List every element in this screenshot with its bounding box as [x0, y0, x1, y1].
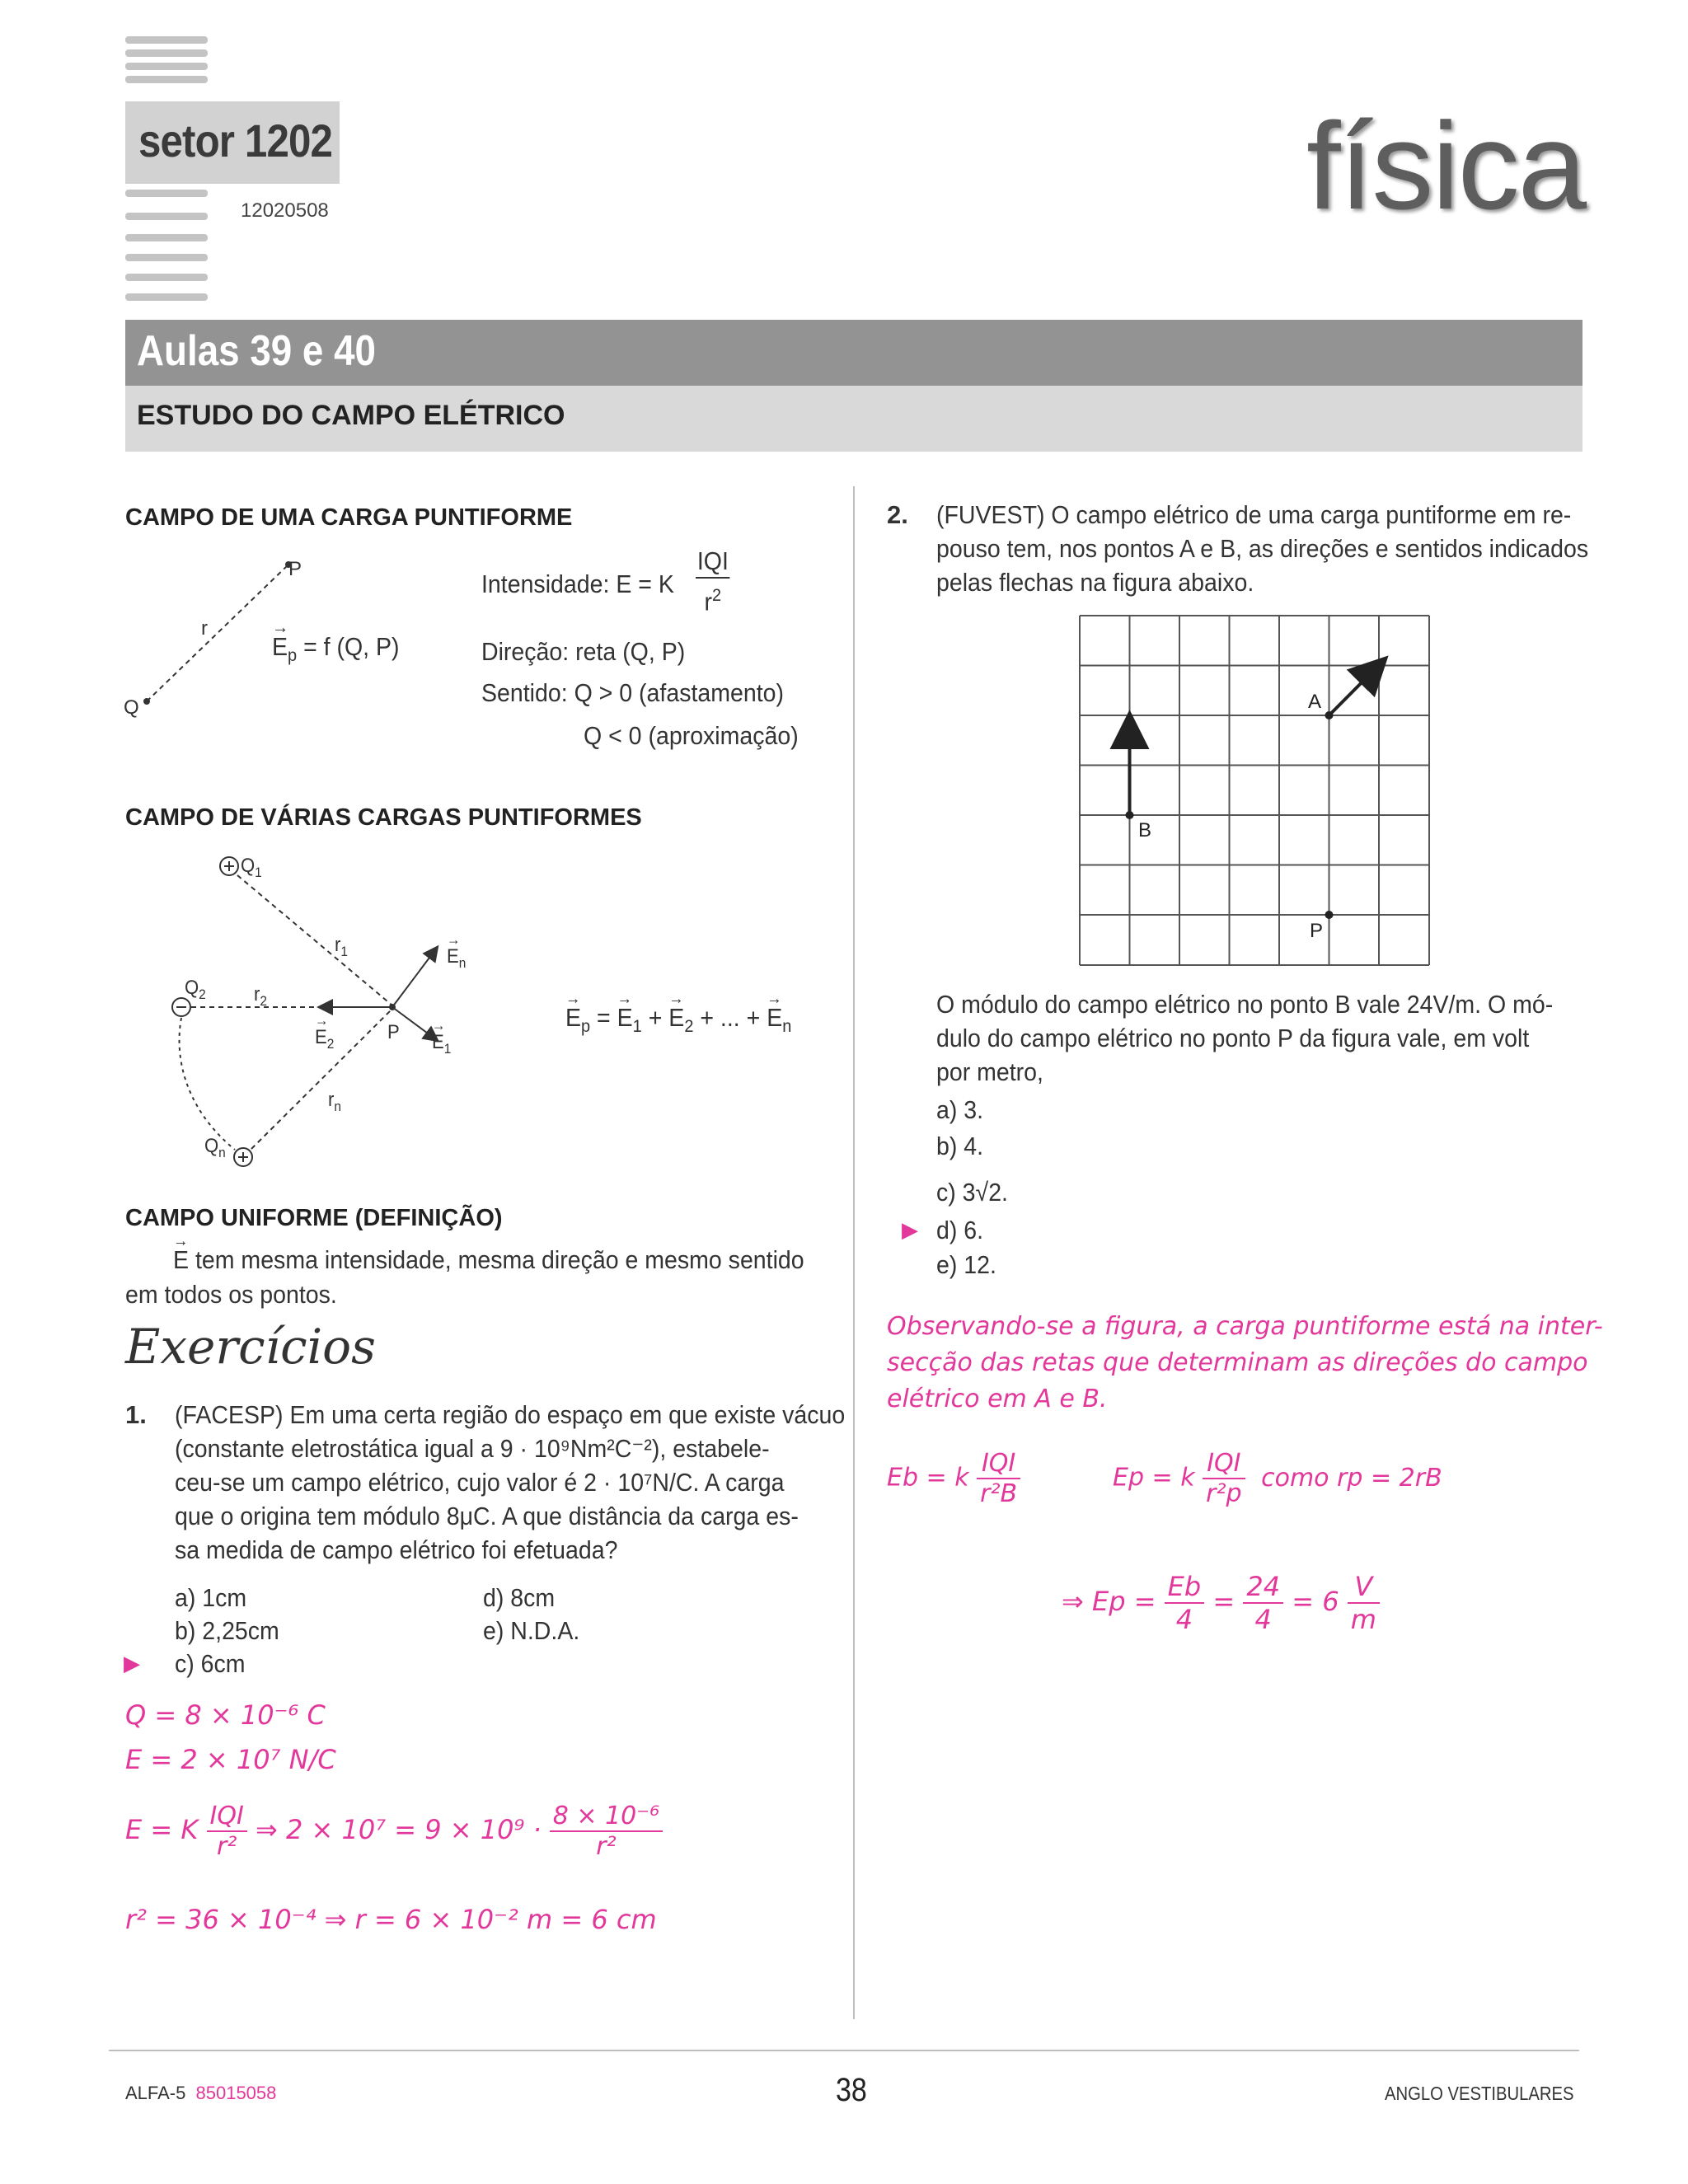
- grid-label-a: A: [1306, 691, 1324, 714]
- exercises-title: Exercícios: [125, 1319, 376, 1375]
- q2-solution-eb: Eb = k $\frac{\text{IQI}}{\text{r²B}}$: [887, 1449, 1020, 1508]
- vector-arrow-icon: →: [173, 1232, 189, 1250]
- vector-arrow-icon: →: [272, 616, 289, 637]
- answer-marker-icon: ▶: [902, 1217, 918, 1242]
- stripe: [125, 190, 208, 197]
- vector-arrow-icon: →: [767, 990, 782, 1008]
- stripe: [125, 36, 208, 44]
- grid-figure: [1078, 614, 1431, 967]
- field-superposition-formula: → $E_p$ = → $E_1$ + → $E_2$ + ... + → $E_n$: [565, 1001, 791, 1043]
- question-2-text-after: O módulo do campo elétrico no ponto B vale 24V/m. O mó- dulo do campo elétrico no ponto P da figura vale, em volt por metro,: [936, 990, 1554, 1086]
- subject-title: física: [1306, 96, 1586, 235]
- q2-option-e: e) 12.: [936, 1250, 996, 1279]
- question-1-text: (FACESP) Em uma certa região do espaço em que existe vácuo (constante eletrostática igual a 9 · 10⁹Nm²C⁻²), estabele- ceu-se um campo elétrico, cujo valor é 2 · 10⁷N/C. A carga que o origina tem módulo 8μC. A que distância da carga es- sa medida de campo elétrico foi efetuada?: [175, 1400, 846, 1564]
- column-divider: [853, 486, 855, 2019]
- q2-solution-text: Observando-se a figura, a carga puntiforme está na inter- secção das retas que determinam as direções do campo elétrico em A e B.: [887, 1312, 1603, 1413]
- q2-option-c: c) 3√2.: [936, 1178, 1008, 1207]
- label-r1: $r_1$: [335, 934, 348, 959]
- arrow-en: [392, 948, 437, 1007]
- question-1-number: 1.: [125, 1400, 147, 1429]
- label-e1: → $E_1$: [432, 1025, 451, 1066]
- stripe: [125, 274, 208, 281]
- label-r2: $r_2$: [254, 983, 267, 1009]
- stripe: [125, 76, 208, 83]
- stripe: [125, 254, 208, 261]
- point-a-dot: [1325, 711, 1334, 719]
- q2-solution-ep: Ep = k $\frac{\text{IQI}}{\text{r²p}}$ como rp = 2rB: [1113, 1449, 1442, 1508]
- section-heading-uniform-field: CAMPO UNIFORME (DEFINIÇÃO): [125, 1205, 503, 1231]
- question-2-text: (FUVEST) O campo elétrico de uma carga puntiforme em re- pouso tem, nos pontos A e B, as direções e sentidos indicados pelas flechas na figura abaixo.: [936, 500, 1589, 597]
- label-r: r: [201, 617, 208, 640]
- stripe: [125, 293, 208, 301]
- charge-q-dot: [143, 698, 150, 705]
- vector-arrow-icon: →: [617, 990, 633, 1008]
- q2-option-d: d) 6.: [936, 1216, 984, 1244]
- footer-right: ANGLO VESTIBULARES: [1385, 2083, 1574, 2104]
- section-heading-multiple-charges: CAMPO DE VÁRIAS CARGAS PUNTIFORMES: [125, 804, 642, 831]
- lesson-subtitle: ESTUDO DO CAMPO ELÉTRICO: [137, 400, 565, 431]
- page-number: 38: [836, 2072, 867, 2108]
- q1-solution-line2: E = 2 × 10⁷ N/C: [125, 1744, 336, 1775]
- label-qn: $Q_n$: [204, 1135, 226, 1160]
- q1-option-b: b) 2,25cm: [175, 1616, 279, 1645]
- label-p: P: [288, 558, 302, 580]
- setor-number: 1202: [244, 115, 333, 166]
- q1-solution-line3: E = K $\frac{\text{IQI}}{\text{r²}}$ ⇒ 2 × 10⁷ = 9 × 10⁹ · $\frac{\text{8 × 10⁻⁶}}{\text{r²}}$: [125, 1802, 663, 1861]
- q2-option-a: a) 3.: [936, 1095, 984, 1124]
- footer-left: ALFA-5 85015058: [125, 2083, 277, 2103]
- arrow-at-a: [1329, 660, 1385, 715]
- grid-label-b: B: [1136, 819, 1154, 842]
- q2-option-b: b) 4.: [936, 1132, 984, 1160]
- point-b-dot: [1126, 811, 1134, 819]
- lesson-title: Aulas 39 e 40: [137, 327, 377, 375]
- uniform-field-line1: → E tem mesma intensidade, mesma direção e mesmo sentido: [173, 1243, 804, 1277]
- vector-arrow-icon: →: [447, 931, 461, 948]
- setor-code: 12020508: [241, 199, 329, 222]
- q1-solution-line4: r² = 36 × 10⁻⁴ ⇒ r = 6 × 10⁻² m = 6 cm: [125, 1904, 657, 1935]
- ep-vector: → E: [272, 630, 288, 663]
- vector-arrow-icon: →: [315, 1012, 329, 1029]
- vector-arrow-icon: →: [668, 990, 684, 1008]
- label-p2: P: [387, 1021, 400, 1043]
- direction-text: Direção: reta (Q, P): [481, 637, 686, 666]
- q1-option-c: c) 6cm: [175, 1649, 246, 1678]
- section-heading-single-charge: CAMPO DE UMA CARGA PUNTIFORME: [125, 504, 573, 531]
- vector-arrow-icon: →: [432, 1017, 446, 1033]
- uniform-field-line2: em todos os pontos.: [125, 1280, 337, 1309]
- ep-function: → $E_p = f$ (Q, P): [272, 630, 400, 672]
- q2-solution-final: ⇒ Ep = $\frac{Eb}{4}$ = $\frac{24}{4}$ = 6 $\frac{V}{m}$: [1062, 1571, 1380, 1635]
- answer-marker-icon: ▶: [124, 1651, 140, 1675]
- footer-divider: [109, 2050, 1579, 2051]
- stripe: [125, 49, 208, 57]
- q1-solution-line1: Q = 8 × 10⁻⁶ C: [125, 1699, 326, 1731]
- dashed-line-qp: [147, 565, 288, 701]
- vector-arrow-icon: →: [565, 990, 581, 1008]
- setor-label: setor: [138, 115, 235, 166]
- stripe: [125, 234, 208, 241]
- intensity-formula: Intensidade: E = K: [481, 569, 674, 598]
- label-rn: $r_n$: [328, 1089, 341, 1114]
- q1-option-e: e) N.D.A.: [483, 1616, 580, 1645]
- setor-title: [138, 114, 332, 167]
- sense-text-positive: Sentido: Q > 0 (afastamento): [481, 678, 785, 707]
- sense-text-negative: Q < 0 (aproximação): [584, 721, 799, 750]
- point-p-dot: [1325, 911, 1334, 919]
- q1-option-d: d) 8cm: [483, 1583, 556, 1612]
- label-e2: → $E_2$: [315, 1020, 334, 1061]
- label-q2: $Q_2$: [185, 977, 206, 1002]
- grid-label-p: P: [1307, 920, 1325, 943]
- label-q: Q: [124, 696, 139, 719]
- stripe: [125, 63, 208, 70]
- question-2-number: 2.: [887, 500, 908, 529]
- stripe: [125, 213, 208, 220]
- label-en: → $E_n$: [447, 940, 466, 980]
- intensity-fraction: IQI $r^2$: [696, 546, 729, 616]
- label-q1: $Q_1$: [241, 855, 262, 880]
- q1-option-a: a) 1cm: [175, 1583, 247, 1612]
